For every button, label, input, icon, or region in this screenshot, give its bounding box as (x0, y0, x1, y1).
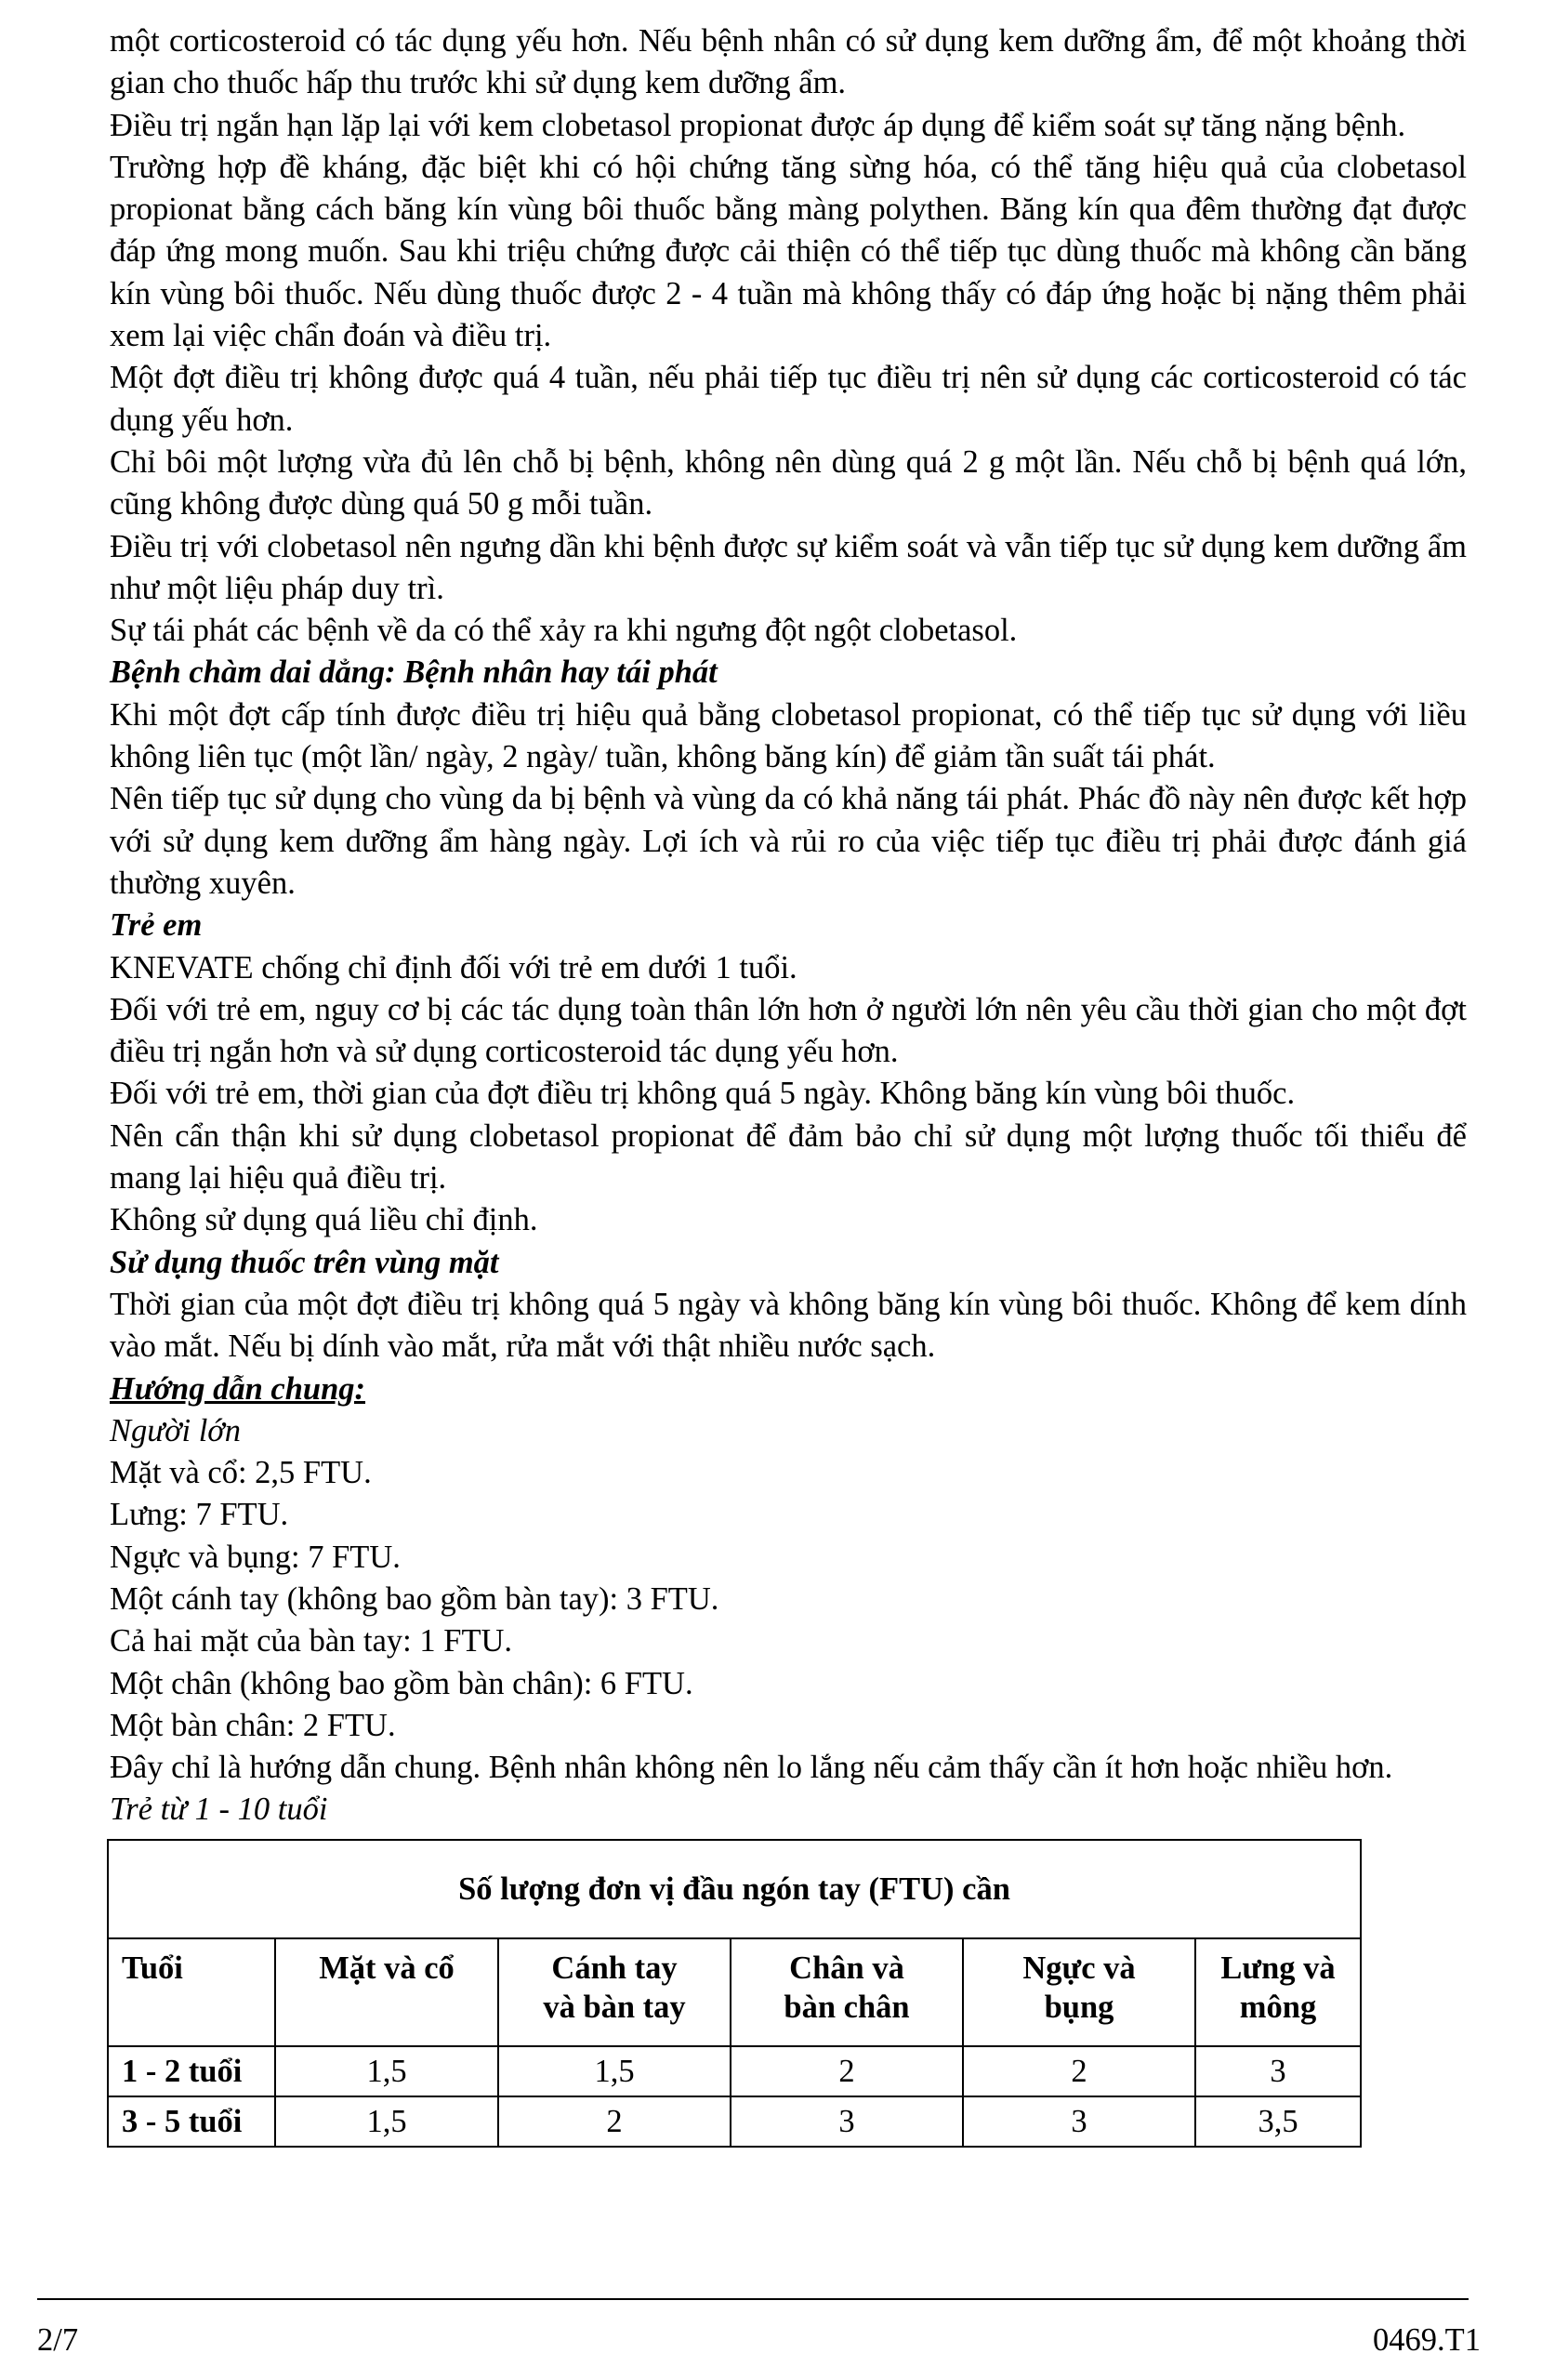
table-cell: 3 - 5 tuổi (108, 2096, 275, 2147)
table-cell: 2 (498, 2096, 731, 2147)
section-heading-children: Trẻ em (110, 907, 203, 944)
table-cell: 3,5 (1195, 2096, 1361, 2147)
subheading-adults: Người lớn (110, 1412, 241, 1448)
footer-divider (37, 2298, 1469, 2300)
paragraph: KNEVATE chống chỉ định đối với trẻ em dưới 1 tuổi. (110, 949, 797, 985)
table-header-cell: Lưng và mông (1195, 1938, 1361, 2046)
table-header-cell: Chân và bàn chân (731, 1938, 963, 2046)
list-item: Một cánh tay (không bao gồm bàn tay): 3 FTU. (110, 1580, 719, 1617)
paragraph: Đây chỉ là hướng dẫn chung. Bệnh nhân không nên lo lắng nếu cảm thấy cần ít hơn hoặc nhiều hơn. (110, 1750, 1393, 1786)
table-cell: 3 (963, 2096, 1195, 2147)
paragraph: Nên tiếp tục sử dụng cho vùng da bị bệnh và vùng da có khả năng tái phát. Phác đồ này nên được kết hợp với sử dụng kem dưỡng ẩm hàng ngày. Lợi ích và rủi ro của việc tiếp tục điều trị phải được đánh giá thường xuyên. (110, 781, 1467, 901)
table-header-cell: Mặt và cổ (275, 1938, 498, 2046)
page-number: 2/7 (37, 2322, 79, 2358)
paragraph: Chỉ bôi một lượng vừa đủ lên chỗ bị bệnh, không nên dùng quá 2 g một lần. Nếu chỗ bị bệnh quá lớn, cũng không được dùng quá 50 g mỗi tuần. (110, 443, 1467, 522)
paragraph-group-1 (110, 20, 1467, 652)
paragraph: Khi một đợt cấp tính được điều trị hiệu quả bằng clobetasol propionat, có thể tiếp tục sử dụng với liều không liên tục (một lần/ ngày, 2 ngày/ tuần, không băng kín) để giảm tần suất tái phát. (110, 696, 1467, 775)
table-cell: 1,5 (275, 2096, 498, 2147)
table-header-cell: Tuổi (108, 1938, 275, 2046)
table-cell: 1,5 (498, 2046, 731, 2096)
table-cell: 3 (1195, 2046, 1361, 2096)
table-cell: 1 - 2 tuổi (108, 2046, 275, 2096)
table-header-cell: Ngực và bụng (963, 1938, 1195, 2046)
paragraph: Đối với trẻ em, nguy cơ bị các tác dụng toàn thân lớn hơn ở người lớn nên yêu cầu thời gian cho một đợt điều trị ngắn hơn và sử dụng corticosteroid tác dụng yếu hơn. (110, 991, 1467, 1070)
table-header-row (108, 1938, 1361, 2046)
list-item: Mặt và cổ: 2,5 FTU. (110, 1455, 372, 1491)
section-heading-general: Hướng dẫn chung: (110, 1370, 366, 1407)
document-body (110, 20, 1467, 2148)
list-item: Ngực và bụng: 7 FTU. (110, 1539, 401, 1575)
paragraph-group-3 (110, 947, 1467, 1242)
paragraph: Sự tái phát các bệnh về da có thể xảy ra khi ngưng đột ngột clobetasol. (110, 613, 1018, 649)
paragraph: Điều trị ngắn hạn lặp lại với kem clobetasol propionat được áp dụng để kiểm soát sự tăng nặng bệnh. (110, 107, 1406, 143)
table-row (108, 2046, 1361, 2096)
subheading-children-1-10: Trẻ từ 1 - 10 tuổi (110, 1792, 328, 1828)
list-item: Một chân (không bao gồm bàn chân): 6 FTU. (110, 1665, 693, 1701)
paragraph: Điều trị với clobetasol nên ngưng dần khi bệnh được sự kiểm soát và vẫn tiếp tục sử dụng kem dưỡng ẩm như một liệu pháp duy trì. (110, 528, 1467, 606)
ftu-table (107, 1839, 1362, 2148)
table-cell: 2 (731, 2046, 963, 2096)
paragraph-group-2 (110, 694, 1467, 905)
paragraph: Thời gian của một đợt điều trị không quá 5 ngày và không băng kín vùng bôi thuốc. Không để kem dính vào mắt. Nếu bị dính vào mắt, rửa mắt với thật nhiều nước sạch. (110, 1286, 1467, 1365)
section-heading-relapse: Bệnh chàm dai dẳng: Bệnh nhân hay tái phát (110, 654, 718, 691)
table-row (108, 2096, 1361, 2147)
paragraph: một corticosteroid có tác dụng yếu hơn. Nếu bệnh nhân có sử dụng kem dưỡng ẩm, để một khoảng thời gian cho thuốc hấp thu trước khi sử dụng kem dưỡng ẩm. (110, 23, 1467, 101)
document-code: 0469.T1 (1373, 2322, 1481, 2358)
paragraph: Trường hợp đề kháng, đặc biệt khi có hội chứng tăng sừng hóa, có thể tăng hiệu quả của clobetasol propionat bằng cách băng kín vùng bôi thuốc bằng màng polythen. Băng kín qua đêm thường đạt được đáp ứng mong muốn. Sau khi triệu chứng được cải thiện có thể tiếp tục dùng thuốc mà không cần băng kín vùng bôi thuốc. Nếu dùng thuốc được 2 - 4 tuần mà không thấy có đáp ứng hoặc bị nặng thêm phải xem lại việc chẩn đoán và điều trị. (110, 149, 1467, 354)
table-header-cell: Cánh tay và bàn tay (498, 1938, 731, 2046)
list-item: Một bàn chân: 2 FTU. (110, 1707, 396, 1743)
table-cell: 1,5 (275, 2046, 498, 2096)
paragraph: Nên cẩn thận khi sử dụng clobetasol propionat để đảm bảo chỉ sử dụng một lượng thuốc tối thiểu để mang lại hiệu quả điều trị. (110, 1117, 1467, 1197)
paragraph: Không sử dụng quá liều chỉ định. (110, 1202, 538, 1238)
paragraph: Đối với trẻ em, thời gian của đợt điều trị không quá 5 ngày. Không băng kín vùng bôi thuốc. (110, 1076, 1296, 1112)
table-cell: 3 (731, 2096, 963, 2147)
table-title: Số lượng đơn vị đầu ngón tay (FTU) cần (108, 1840, 1361, 1938)
table-cell: 2 (963, 2046, 1195, 2096)
list-item: Cả hai mặt của bàn tay: 1 FTU. (110, 1623, 513, 1659)
paragraph: Một đợt điều trị không được quá 4 tuần, nếu phải tiếp tục điều trị nên sử dụng các corticosteroid có tác dụng yếu hơn. (110, 360, 1467, 438)
adult-dose-list (110, 1452, 1467, 1747)
section-heading-face: Sử dụng thuốc trên vùng mặt (110, 1244, 499, 1280)
list-item: Lưng: 7 FTU. (110, 1497, 289, 1533)
